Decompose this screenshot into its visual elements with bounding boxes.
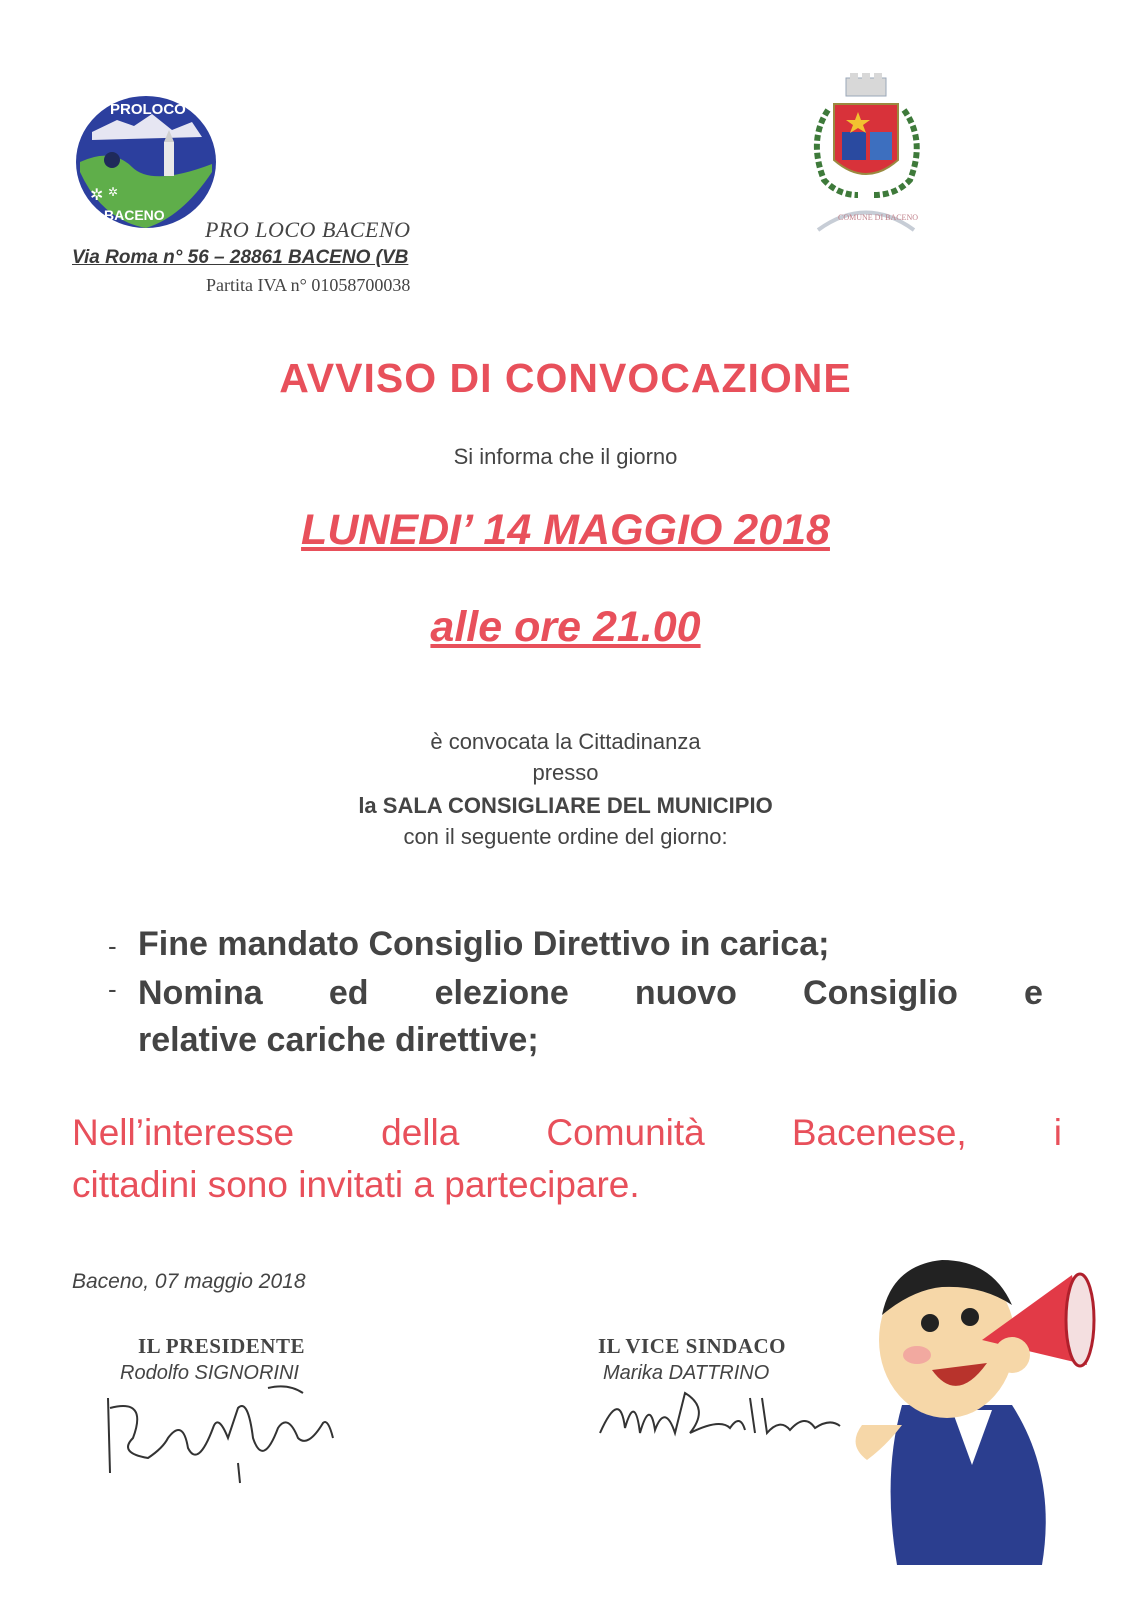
vice-mayor-title: IL VICE SINDACO (598, 1334, 786, 1358)
logo-text-top: PROLOCO (110, 101, 186, 118)
meeting-date: LUNEDI’ 14 MAGGIO 2018 (301, 506, 830, 554)
president-title: IL PRESIDENTE (138, 1334, 305, 1358)
notice-line-2: presso (532, 760, 599, 785)
agenda-item-2: - Nomina ed elezione nuovo Consiglio e (108, 974, 1043, 1012)
notice-intro: Si informa che il giorno (453, 444, 678, 469)
agenda-item-1: - Fine mandato Consiglio Direttivo in carica; (108, 925, 830, 963)
agenda-item-2-cont-text: relative cariche direttive; (138, 1021, 539, 1059)
logo-text-bottom: BACENO (104, 207, 165, 223)
agenda-word: nuovo (634, 974, 737, 1012)
agenda-word: elezione (434, 974, 569, 1012)
vice-mayor-name: Marika DATTRINO (603, 1362, 770, 1384)
municipal-crest (798, 70, 958, 255)
meeting-time: alle ore 21.00 (430, 603, 701, 651)
notice-line-4: con il seguente ordine del giorno: (403, 824, 728, 849)
crest-caption: COMUNE DI BACENO (838, 213, 918, 222)
notice-location: la SALA CONSIGLIARE DEL MUNICIPIO (358, 793, 773, 818)
notice-line-1: è convocata la Cittadinanza (430, 729, 701, 754)
vice-mayor-signature (590, 1378, 870, 1448)
invite-line-2: cittadini sono invitati a partecipare. (72, 1164, 640, 1205)
invite-line-1 (72, 1112, 1062, 1154)
president-name: Rodolfo SIGNORINI (120, 1362, 299, 1384)
agenda-word: Consiglio (803, 974, 958, 1012)
proloco-logo (72, 92, 220, 232)
invite-word: Comunità (546, 1112, 705, 1153)
svg-text:✲: ✲ (108, 185, 119, 199)
invite-word: della (381, 1112, 460, 1153)
org-name: PRO LOCO BACENO (205, 217, 411, 242)
invite-word: i (1053, 1112, 1062, 1153)
org-address: Via Roma n° 56 – 28861 BACENO (VB (72, 247, 409, 268)
notice-title: AVVISO DI CONVOCAZIONE (279, 355, 852, 401)
place-date: Baceno, 07 maggio 2018 (72, 1270, 306, 1293)
svg-text:✲: ✲ (90, 187, 104, 204)
agenda-word: ed (328, 974, 369, 1012)
agenda-word: Nomina (138, 974, 263, 1012)
agenda-item-1-text: Fine mandato Consiglio Direttivo in carica; (138, 925, 830, 963)
president-signature (88, 1378, 368, 1488)
invite-word: Bacenese, (791, 1112, 967, 1153)
agenda-word: e (1024, 974, 1043, 1012)
agenda-item-2-continued (108, 1021, 1068, 1060)
org-vat: Partita IVA n° 01058700038 (206, 275, 411, 295)
agenda-item-2-line (138, 974, 1043, 1013)
invite-word: Nell’interesse (72, 1112, 295, 1153)
megaphone-mascot-illustration (842, 1245, 1102, 1575)
